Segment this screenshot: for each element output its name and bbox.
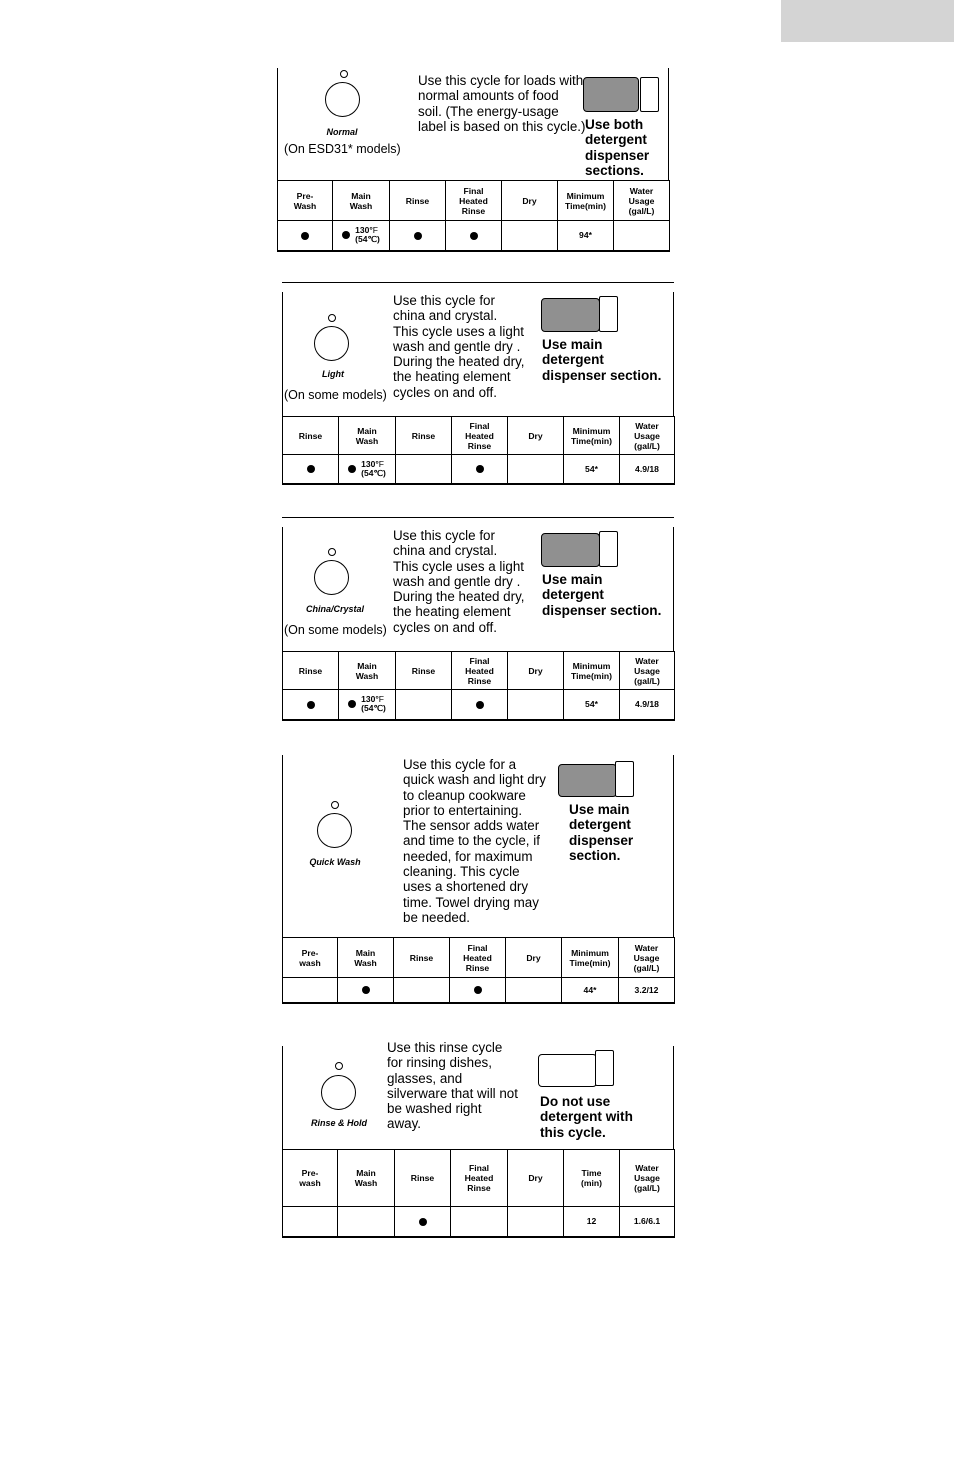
quick-wash-description xyxy=(403,757,546,925)
normal-step-included-icon xyxy=(342,231,350,239)
china-crystal-header-label: Rinse xyxy=(298,665,323,676)
china-crystal-temp-value: 130° xyxy=(361,694,379,705)
rinse-hold-header-row xyxy=(283,1150,675,1207)
normal-detergent-line: Use both xyxy=(585,117,644,132)
china-crystal-left-border xyxy=(282,527,283,651)
china-crystal-description-line: During the heated dry, xyxy=(393,589,525,605)
normal-cycle-name: Normal xyxy=(326,127,358,137)
rinse-hold-header-label: Main xyxy=(356,1168,376,1178)
normal-header-label: Time(min) xyxy=(565,200,606,211)
light-detergent-line: dispenser section. xyxy=(542,367,662,383)
normal-models-note: (On ESD31* models) xyxy=(284,142,401,156)
normal-step-included-icon xyxy=(470,232,478,240)
normal-prewash-dispenser-icon xyxy=(640,77,659,112)
china-crystal-header-label: Heated xyxy=(465,665,494,676)
normal-header-label: Pre- xyxy=(296,190,314,201)
quick-wash-step-included-icon xyxy=(362,986,370,994)
rinse-hold-header-cell xyxy=(338,1150,395,1207)
quick-wash-detergent-instruction xyxy=(569,802,633,863)
quick-wash-header-cell xyxy=(283,938,338,978)
rinse-hold-header-label: Rinse xyxy=(410,1173,435,1183)
normal-header-cell xyxy=(614,181,670,221)
normal-header-label: Usage xyxy=(628,195,655,206)
quick-wash-description-line: uses a shortened dry xyxy=(403,879,529,895)
quick-wash-description-line: time. Towel drying may xyxy=(403,894,539,910)
china-crystal-value-row xyxy=(283,690,675,720)
light-temp-celsius: (54℃) xyxy=(361,467,386,478)
china-crystal-value-cell xyxy=(396,690,452,720)
quick-wash-value-cell xyxy=(394,978,450,1003)
normal-header-label: Wash xyxy=(293,200,317,211)
quick-wash-cycle-name: Quick Wash xyxy=(309,857,361,867)
rinse-hold-value-cell xyxy=(508,1207,564,1237)
rinse-hold-header-label: Heated xyxy=(464,1173,494,1183)
normal-right-border xyxy=(668,68,669,180)
rinse-hold-header-label: Rinse xyxy=(467,1183,491,1193)
quick-wash-value-text: 44* xyxy=(583,984,597,995)
china-crystal-description-line: wash and gentle dry . xyxy=(393,573,521,589)
china-crystal-header-label: Wash xyxy=(355,670,379,681)
china-crystal-main-dispenser-icon xyxy=(541,533,600,567)
normal-header-label: Main xyxy=(351,190,371,201)
normal-wash-temperature xyxy=(355,226,380,244)
light-top-rule xyxy=(282,282,674,283)
quick-wash-value-cell xyxy=(283,978,338,1003)
china-crystal-value-cell xyxy=(508,690,564,720)
light-value-cell xyxy=(452,455,508,484)
light-header-label: Rinse xyxy=(411,430,436,441)
light-detergent-line: detergent xyxy=(542,352,604,368)
quick-wash-detergent-line: section. xyxy=(569,847,621,863)
light-description-line: Use this cycle for xyxy=(393,293,495,308)
rinse-hold-description-line: be washed right xyxy=(387,1101,482,1117)
quick-wash-header-cell xyxy=(506,938,562,978)
quick-wash-prewash-dispenser-icon xyxy=(615,761,634,797)
page-tab-marker xyxy=(781,0,954,42)
quick-wash-header-label: Water xyxy=(634,942,659,953)
light-header-label: Usage xyxy=(634,430,660,441)
rinse-hold-detergent-line: detergent with xyxy=(540,1109,633,1125)
light-detergent-line: Use main xyxy=(542,337,603,352)
china-crystal-header-cell xyxy=(396,652,452,690)
light-indicator-light-icon xyxy=(328,314,336,322)
china-crystal-value-text: 4.9/18 xyxy=(635,699,659,710)
light-value-cell xyxy=(396,455,452,484)
china-crystal-header-row xyxy=(283,652,675,690)
normal-detergent-line: sections. xyxy=(585,162,644,178)
quick-wash-header-label: Dry xyxy=(526,952,541,963)
rinse-hold-value-text: 12 xyxy=(586,1216,597,1227)
light-description-line: During the heated dry, xyxy=(393,354,525,370)
china-crystal-value-cell xyxy=(339,690,396,720)
china-crystal-header-label: Water xyxy=(635,655,659,666)
rinse-hold-header-label: Final xyxy=(468,1163,490,1173)
quick-wash-header-label: Main xyxy=(355,947,376,958)
quick-wash-header-label: Heated xyxy=(463,952,492,963)
china-crystal-header-label: (gal/L) xyxy=(634,675,660,686)
normal-temp-unit: F xyxy=(372,225,378,236)
normal-cycle-button-icon[interactable] xyxy=(325,82,360,117)
quick-wash-header-label: Final xyxy=(467,942,488,953)
light-left-border xyxy=(282,292,283,416)
light-header-cell xyxy=(283,417,339,455)
quick-wash-header-label: Minimum xyxy=(571,947,609,958)
normal-detergent-instruction xyxy=(585,117,649,178)
light-cycle-name: Light xyxy=(322,369,344,379)
china-crystal-step-included-icon xyxy=(348,700,356,708)
rinse-hold-description-line: Use this rinse cycle xyxy=(387,1040,503,1055)
normal-header-cell xyxy=(502,181,558,221)
normal-header-label: Dry xyxy=(522,195,537,206)
quick-wash-indicator-light-icon xyxy=(331,801,339,809)
light-header-cell xyxy=(508,417,564,455)
light-step-included-icon xyxy=(476,465,484,473)
normal-value-cell xyxy=(390,221,446,251)
china-crystal-value-cell xyxy=(283,690,339,720)
rinse-hold-header-cell xyxy=(283,1150,338,1207)
quick-wash-value-cell xyxy=(338,978,394,1003)
quick-wash-header-label: Pre- xyxy=(301,947,319,958)
quick-wash-description-line: prior to entertaining. xyxy=(403,802,523,818)
quick-wash-header-label: Time(min) xyxy=(569,957,611,968)
normal-header-cell xyxy=(446,181,502,221)
normal-value-cell xyxy=(614,221,670,251)
rinse-hold-header-cell xyxy=(395,1150,451,1207)
light-header-label: Final xyxy=(469,420,490,431)
normal-step-included-icon xyxy=(414,232,422,240)
quick-wash-detergent-line: detergent xyxy=(569,817,631,833)
normal-header-label: Water xyxy=(629,185,654,196)
light-header-label: Time(min) xyxy=(571,435,612,446)
light-main-dispenser-icon xyxy=(541,298,600,332)
quick-wash-step-included-icon xyxy=(474,986,482,994)
rinse-hold-step-included-icon xyxy=(419,1218,427,1226)
china-crystal-temp-unit: F xyxy=(378,694,384,705)
light-description-line: cycles on and off. xyxy=(393,384,497,400)
quick-wash-header-label: Rinse xyxy=(465,962,490,973)
normal-description-line: normal amounts of food xyxy=(418,88,559,104)
quick-wash-description-line: and time to the cycle, if xyxy=(403,833,540,849)
quick-wash-header-label: Rinse xyxy=(409,952,434,963)
china-crystal-step-included-icon xyxy=(476,701,484,709)
rinse-hold-header-label: Wash xyxy=(354,1178,378,1188)
light-temp-value: 130° xyxy=(361,458,379,469)
light-models-note: (On some models) xyxy=(284,388,387,402)
quick-wash-description-line: needed, for maximum xyxy=(403,848,533,864)
light-header-label: (gal/L) xyxy=(634,440,660,451)
rinse-hold-value-cell xyxy=(283,1207,338,1237)
china-crystal-header-cell xyxy=(564,652,620,690)
china-crystal-right-border xyxy=(673,527,674,651)
china-crystal-detergent-line: detergent xyxy=(542,587,604,603)
light-header-label: Water xyxy=(635,420,659,431)
light-description-line: wash and gentle dry . xyxy=(393,338,521,354)
rinse-hold-header-cell xyxy=(564,1150,620,1207)
rinse-hold-description xyxy=(387,1040,518,1132)
normal-description-line: label is based on this cycle.) xyxy=(418,118,586,134)
light-prewash-dispenser-icon xyxy=(599,296,618,332)
china-crystal-description-line: china and crystal. xyxy=(393,543,498,559)
china-crystal-prewash-dispenser-icon xyxy=(599,531,618,567)
quick-wash-main-dispenser-icon xyxy=(558,764,617,797)
normal-value-cell xyxy=(333,221,390,251)
china-crystal-top-rule xyxy=(282,517,674,518)
quick-wash-header-cell xyxy=(394,938,450,978)
rinse-hold-header-label: Usage xyxy=(634,1173,660,1183)
china-crystal-cycle-name: China/Crystal xyxy=(305,604,365,614)
light-header-cell xyxy=(452,417,508,455)
china-crystal-description-line: the heating element xyxy=(393,604,511,620)
quick-wash-header-label: wash xyxy=(299,957,321,968)
rinse-hold-main-dispenser-icon xyxy=(538,1054,597,1087)
normal-description-line: Use this cycle for loads with xyxy=(418,73,584,88)
china-crystal-header-label: Time(min) xyxy=(571,670,612,681)
normal-value-row xyxy=(278,221,670,251)
normal-header-label: Final xyxy=(463,185,484,196)
quick-wash-value-cell xyxy=(506,978,562,1003)
rinse-hold-cycle-button-icon[interactable] xyxy=(321,1075,356,1110)
quick-wash-header-cell xyxy=(562,938,619,978)
quick-wash-header-label: Usage xyxy=(633,952,660,963)
normal-value-cell xyxy=(278,221,333,251)
rinse-hold-right-border xyxy=(673,1046,674,1149)
china-crystal-header-label: Usage xyxy=(634,665,660,676)
quick-wash-description-line: Use this cycle for a xyxy=(403,757,517,772)
china-crystal-description-line: This cycle uses a light xyxy=(393,558,524,574)
quick-wash-header-label: Wash xyxy=(354,957,377,968)
light-value-cell xyxy=(508,455,564,484)
normal-left-border xyxy=(277,68,278,180)
normal-temp-value: 130° xyxy=(355,225,373,236)
light-step-included-icon xyxy=(348,465,356,473)
normal-main-dispenser-icon xyxy=(583,77,639,112)
quick-wash-value-cell xyxy=(450,978,506,1003)
rinse-hold-header-label: (gal/L) xyxy=(634,1183,660,1193)
rinse-hold-header-label: Water xyxy=(635,1163,659,1173)
china-crystal-description xyxy=(393,528,525,635)
normal-temp-celsius: (54℃) xyxy=(355,234,380,245)
rinse-hold-value-row xyxy=(283,1207,675,1237)
china-crystal-header-label: Main xyxy=(357,660,377,671)
light-step-included-icon xyxy=(307,465,315,473)
normal-header-label: Rinse xyxy=(405,195,430,206)
china-crystal-header-label: Minimum xyxy=(572,660,611,671)
normal-header-label: Wash xyxy=(349,200,373,211)
quick-wash-header-cell xyxy=(619,938,675,978)
light-cycle-button-icon[interactable] xyxy=(314,326,349,361)
light-wash-temperature xyxy=(361,460,386,478)
quick-wash-header-cell xyxy=(450,938,506,978)
rinse-hold-detergent-instruction xyxy=(540,1094,633,1140)
light-header-label: Minimum xyxy=(572,425,611,436)
rinse-hold-value-text: 1.6/6.1 xyxy=(633,1216,661,1227)
rinse-hold-value-cell xyxy=(564,1207,620,1237)
normal-header-label: Heated xyxy=(459,195,488,206)
light-value-row xyxy=(283,455,675,484)
rinse-hold-description-line: silverware that will not xyxy=(387,1085,518,1101)
china-crystal-indicator-light-icon xyxy=(328,548,336,556)
normal-header-label: Minimum xyxy=(566,190,605,201)
china-crystal-models-note: (On some models) xyxy=(284,623,387,637)
light-header-label: Heated xyxy=(465,430,494,441)
quick-wash-right-border xyxy=(673,755,674,937)
normal-value-cell xyxy=(502,221,558,251)
quick-wash-detergent-line: dispenser xyxy=(569,832,634,848)
rinse-hold-header-cell xyxy=(451,1150,508,1207)
china-crystal-header-cell xyxy=(283,652,339,690)
quick-wash-value-row xyxy=(283,978,675,1003)
china-crystal-header-label: Dry xyxy=(528,665,543,676)
china-crystal-description-line: cycles on and off. xyxy=(393,619,497,635)
china-crystal-value-cell xyxy=(620,690,675,720)
light-header-label: Dry xyxy=(528,430,543,441)
light-value-cell xyxy=(620,455,675,484)
normal-step-included-icon xyxy=(301,232,309,240)
normal-value-cell xyxy=(558,221,614,251)
rinse-hold-header-label: (min) xyxy=(580,1178,602,1188)
quick-wash-header-row xyxy=(283,938,675,978)
rinse-hold-value-cell xyxy=(451,1207,508,1237)
quick-wash-description-line: to cleanup cookware xyxy=(403,787,526,803)
rinse-hold-indicator-light-icon xyxy=(335,1062,343,1070)
china-crystal-cycle-button-icon[interactable] xyxy=(314,560,349,595)
rinse-hold-header-cell xyxy=(620,1150,675,1207)
china-crystal-detergent-line: dispenser section. xyxy=(542,602,662,618)
china-crystal-header-cell xyxy=(339,652,396,690)
light-description xyxy=(393,293,525,400)
normal-value-text: 94* xyxy=(579,230,592,241)
normal-header-cell xyxy=(278,181,333,221)
china-crystal-step-included-icon xyxy=(307,701,315,709)
china-crystal-detergent-instruction xyxy=(542,572,661,618)
quick-wash-cycle-button-icon[interactable] xyxy=(317,813,352,848)
rinse-hold-header-label: wash xyxy=(299,1178,321,1188)
quick-wash-value-cell xyxy=(562,978,619,1003)
quick-wash-left-border xyxy=(282,755,283,937)
normal-header-cell xyxy=(333,181,390,221)
china-crystal-cycle-table xyxy=(282,651,675,721)
light-description-line: china and crystal. xyxy=(393,308,498,324)
normal-detergent-line: detergent xyxy=(585,132,647,148)
china-crystal-header-label: Final xyxy=(469,655,490,666)
rinse-hold-prewash-dispenser-icon xyxy=(595,1050,614,1086)
light-cycle-table xyxy=(282,416,675,485)
light-value-cell xyxy=(339,455,396,484)
light-temp-unit: F xyxy=(378,458,384,469)
rinse-hold-description-line: away. xyxy=(387,1116,421,1132)
china-crystal-header-cell xyxy=(452,652,508,690)
normal-header-row xyxy=(278,181,670,221)
normal-indicator-light-icon xyxy=(340,70,348,78)
normal-header-cell xyxy=(558,181,614,221)
quick-wash-value-cell xyxy=(619,978,675,1003)
light-header-cell xyxy=(396,417,452,455)
light-right-border xyxy=(673,292,674,416)
quick-wash-detergent-line: Use main xyxy=(569,802,630,817)
rinse-hold-left-border xyxy=(282,1046,283,1149)
normal-value-cell xyxy=(446,221,502,251)
light-value-text: 4.9/18 xyxy=(635,463,659,474)
quick-wash-header-label: (gal/L) xyxy=(633,962,660,973)
china-crystal-value-text: 54* xyxy=(585,699,598,710)
rinse-hold-header-cell xyxy=(508,1150,564,1207)
light-description-line: the heating element xyxy=(393,369,511,385)
china-crystal-header-cell xyxy=(508,652,564,690)
china-crystal-header-cell xyxy=(620,652,675,690)
rinse-hold-header-label: Time xyxy=(581,1168,602,1178)
light-description-line: This cycle uses a light xyxy=(393,323,524,339)
china-crystal-wash-temperature xyxy=(361,695,386,713)
light-header-label: Rinse xyxy=(467,440,492,451)
light-header-label: Main xyxy=(357,425,377,436)
normal-header-cell xyxy=(390,181,446,221)
light-header-row xyxy=(283,417,675,455)
light-value-cell xyxy=(564,455,620,484)
china-crystal-header-label: Rinse xyxy=(467,675,492,686)
rinse-hold-description-line: for rinsing dishes, xyxy=(387,1055,492,1071)
rinse-hold-header-label: Dry xyxy=(528,1173,543,1183)
quick-wash-description-line: cleaning. This cycle xyxy=(403,864,520,880)
rinse-hold-header-label: Pre- xyxy=(301,1168,319,1178)
rinse-hold-detergent-line: Do not use xyxy=(540,1094,611,1109)
normal-detergent-line: dispenser xyxy=(585,147,650,163)
rinse-hold-description-line: glasses, and xyxy=(387,1070,463,1086)
rinse-hold-value-cell xyxy=(338,1207,395,1237)
rinse-hold-cycle-table xyxy=(282,1149,675,1238)
light-value-cell xyxy=(283,455,339,484)
light-header-label: Rinse xyxy=(298,430,323,441)
light-header-label: Wash xyxy=(355,435,379,446)
normal-header-label: Rinse xyxy=(461,205,486,216)
china-crystal-value-cell xyxy=(564,690,620,720)
rinse-hold-value-cell xyxy=(620,1207,675,1237)
light-detergent-instruction xyxy=(542,337,661,383)
light-header-cell xyxy=(564,417,620,455)
quick-wash-header-cell xyxy=(338,938,394,978)
light-value-text: 54* xyxy=(585,463,598,474)
quick-wash-description-line: quick wash and light dry xyxy=(403,772,546,788)
light-header-cell xyxy=(620,417,675,455)
rinse-hold-value-cell xyxy=(395,1207,451,1237)
quick-wash-description-line: be needed. xyxy=(403,909,471,925)
normal-description-line: soil. (The energy-usage xyxy=(418,103,559,119)
quick-wash-description-line: The sensor adds water xyxy=(403,818,540,834)
normal-cycle-table xyxy=(277,180,670,252)
rinse-hold-cycle-name: Rinse & Hold xyxy=(310,1118,367,1128)
quick-wash-cycle-table xyxy=(282,937,675,1004)
quick-wash-value-text: 3.2/12 xyxy=(634,984,659,995)
china-crystal-detergent-line: Use main xyxy=(542,572,603,587)
normal-description xyxy=(418,73,585,134)
china-crystal-header-label: Rinse xyxy=(411,665,436,676)
rinse-hold-detergent-line: this cycle. xyxy=(540,1124,606,1140)
china-crystal-description-line: Use this cycle for xyxy=(393,528,495,543)
china-crystal-value-cell xyxy=(452,690,508,720)
light-header-cell xyxy=(339,417,396,455)
china-crystal-temp-celsius: (54℃) xyxy=(361,703,386,714)
normal-header-label: (gal/L) xyxy=(628,205,655,216)
